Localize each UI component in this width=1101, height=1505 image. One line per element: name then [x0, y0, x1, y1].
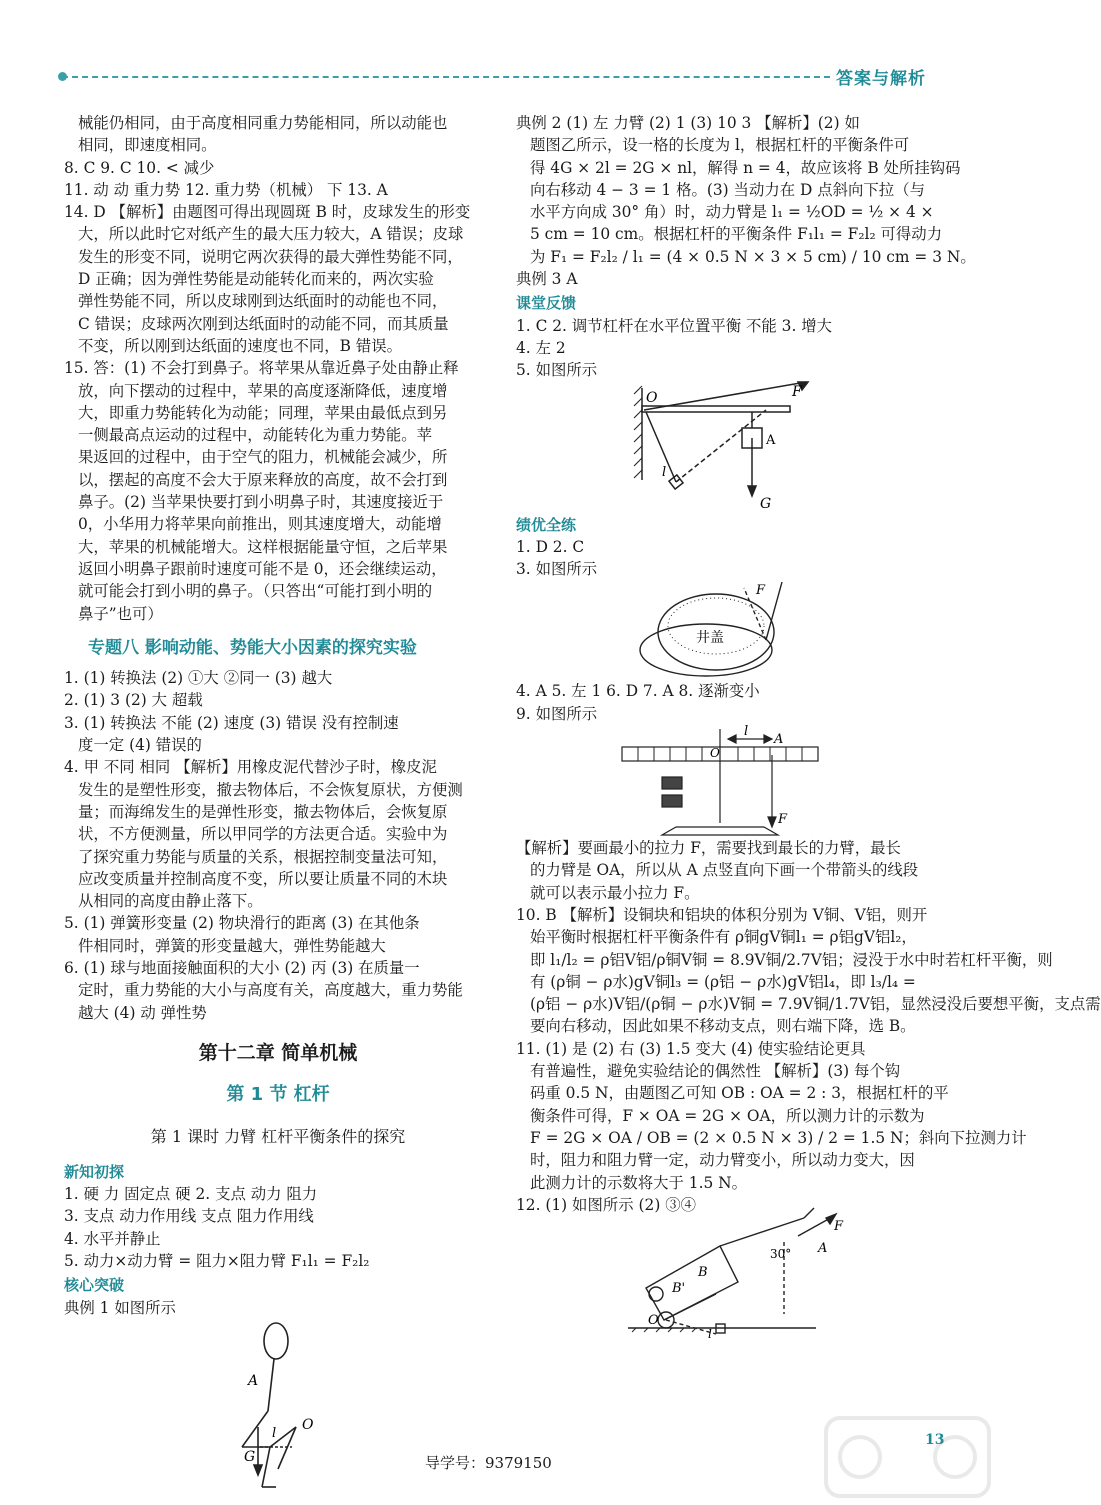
left-a-line: 不变，所以刚到达纸面的速度也不同，B 错误。	[78, 336, 403, 355]
right-block-a	[516, 112, 976, 290]
right-e-line: 始平衡时根据杠杆平衡条件有 ρ铜gV铜l₁ = ρ铝gV铝l₂，	[530, 928, 917, 947]
header-dashed-rule	[62, 76, 830, 78]
left-b-line: 定时，重力势能的大小与高度有关，高度越大，重力势能	[78, 981, 463, 1000]
right-a-line: 水平方向成 30° 角）时，动力臂是 l₁ = ½OD = ½ × 4 ×	[530, 203, 934, 222]
example-1: 典例 1 如图所示	[64, 1298, 176, 1317]
fig9-label-O: O	[710, 746, 720, 761]
left-block-c	[64, 1183, 492, 1272]
left-b-line: 4. 甲 不同 相同 【解析】用橡皮泥代替沙子时，橡皮泥	[64, 758, 437, 777]
left-b-line: 量；而海绵发生的是弹性形变，撤去物体后，会恢复原	[78, 802, 448, 821]
right-e-line: 有普遍性，避免实验结论的偶然性 【解析】(3) 每个钩	[530, 1062, 901, 1081]
right-e-line: 要向右移动，因此如果不移动支点，则右端下降，选 B。	[530, 1017, 916, 1036]
right-a-line: 5 cm = 10 cm。根据杠杆的平衡条件 F₁l₁ = F₂l₂ 可得动力	[530, 225, 943, 244]
right-c-line: 1. D 2. C	[516, 537, 585, 556]
left-a-line: C 错误；皮球两次刚到达纸面时的动能不同，而其质量	[78, 314, 449, 333]
fig9-label-F: F	[778, 812, 788, 828]
right-a-line: 向右移动 4 − 3 = 1 格。(3) 当动力在 D 点斜向下拉（与	[530, 180, 925, 199]
left-b-line: 3. (1) 转换法 不能 (2) 速度 (3) 错误 没有控制速	[64, 713, 399, 732]
figure-q9-lever-bar	[516, 725, 942, 837]
left-a-line: 械能仍相同，由于高度相同重力势能相同，所以动能也	[78, 114, 448, 132]
left-block-b	[64, 667, 492, 1024]
left-a-line: 15. 答：(1) 不会打到鼻子。将苹果从靠近鼻子处由静止释	[64, 359, 459, 378]
left-a-line: 发生的形变不同，说明它两次获得的最大弹性势能不同，	[78, 247, 463, 266]
heading-class-feedback: 课堂反馈	[516, 294, 577, 313]
heading-new-knowledge: 新知初探	[64, 1162, 125, 1181]
left-c-line: 4. 水平并静止	[64, 1229, 161, 1248]
left-c-line: 3. 支点 动力作用线 支点 阻力作用线	[64, 1207, 314, 1226]
left-a-line: 一侧最高点运动的过程中，动能转化为重力势能。苹	[78, 426, 432, 445]
right-e-line: 10. B 【解析】设铜块和铝块的体积分别为 V铜、V铝，则开	[516, 905, 928, 924]
fig3-label-cover: 井盖	[696, 630, 724, 647]
left-a-line: D 正确；因为弹性势能是动能转化而来的，两次实验	[78, 270, 434, 289]
right-e-line: F = 2G × OA / OB = (2 × 0.5 N × 3) / 2 = 1.5 N；斜向下拉测力计	[530, 1128, 1027, 1147]
right-e-line: 12. (1) 如图所示 (2) ③④	[516, 1195, 696, 1214]
left-b-line: 从相同的高度由静止落下。	[78, 892, 263, 911]
fig12-label-A: A	[818, 1241, 828, 1257]
right-block-e	[516, 837, 1101, 1216]
left-a-line: 就可能会打到小明的鼻子。（只答出“可能打到小明的	[78, 582, 433, 601]
fig9-label-A: A	[774, 732, 784, 748]
heading-excellence: 绩优全练	[516, 515, 577, 534]
watermark-logo	[820, 1412, 995, 1502]
left-b-line: 了探究重力势能与质量的关系，根据控制变量法可知，	[78, 847, 448, 866]
left-a-line: 11. 动 动 重力势 12. 重力势（机械） 下 13. A	[64, 180, 388, 199]
right-e-line: 11. (1) 是 (2) 右 (3) 1.5 变大 (4) 使实验结论更具	[516, 1039, 866, 1058]
left-a-line: 弹性势能不同，所以皮球刚到达纸面时的动能也不同，	[78, 292, 448, 311]
left-a-line: 鼻子。(2) 当苹果快要打到小明鼻子时，其速度接近于	[78, 493, 444, 512]
topic-title: 专题八 影响动能、势能大小因素的探究实验	[88, 637, 417, 658]
fig5-label-l: l	[662, 464, 667, 480]
left-a-line: 大，所以此时它对纸产生的最大压力较大，A 错误；皮球	[78, 225, 464, 244]
right-b-line: 5. 如图所示	[516, 361, 598, 380]
left-b-line: 应改变质量并控制高度不变，所以要让质量不同的木块	[78, 869, 448, 888]
fig12-label-F: F	[834, 1219, 844, 1235]
left-block-a	[64, 112, 492, 625]
right-a-line: 典例 2 (1) 左 力臂 (2) 1 (3) 10 3 【解析】(2) 如	[516, 114, 860, 132]
right-e-line: 此测力计的示数将大于 1.5 N。	[530, 1173, 748, 1192]
left-b-line: 状，不方便测量，所以甲同学的方法更合适。实验中为	[78, 825, 448, 844]
left-a-line: 大，即重力势能转化为动能；同理，苹果由最低点到另	[78, 403, 448, 422]
right-e-line: 码重 0.5 N，由题图乙可知 OB : OA = 2 : 3，根据杠杆的平	[530, 1084, 949, 1103]
lesson-title: 第 1 课时 力臂 杠杆平衡条件的探究	[150, 1127, 406, 1147]
left-a-line: 以，摆起的高度不会大于原来释放的高度，故不会打到	[78, 470, 448, 489]
right-e-line: 衡条件可得，F × OA = 2G × OA，所以测力计的示数为	[530, 1106, 925, 1125]
figure-q5-lever	[516, 382, 942, 512]
fig12-label-O: O	[648, 1313, 659, 1329]
left-a-line: 8. C 9. C 10. < 减少	[64, 158, 215, 177]
figure-q12-cart	[516, 1216, 942, 1340]
left-a-line: 果返回的过程中，由于空气的阻力，机械能会减少，所	[78, 448, 448, 467]
left-a-line: 返回小明鼻子跟前时速度可能不是 0，还会继续运动，	[78, 559, 447, 578]
fig9-label-l: l	[744, 724, 749, 740]
right-block-c	[516, 536, 942, 581]
right-e-line: (ρ铝 − ρ水)V铝/(ρ铜 − ρ水)V铜 = 7.9V铜/1.7V铝，显然浸没后要想平衡，支点需	[530, 995, 1101, 1014]
right-column	[516, 112, 1101, 1342]
fig1-label-G: G	[244, 1448, 256, 1465]
left-b-line: 2. (1) 3 (2) 大 超载	[64, 691, 203, 710]
left-a-line: 大，苹果的机械能增大。这样根据能量守恒，之后苹果	[78, 537, 448, 556]
right-a-line: 为 F₁ = F₂l₂ / l₁ = (4 × 0.5 N × 3 × 5 cm) / 10 cm = 3 N。	[530, 247, 976, 266]
right-c-line: 3. 如图所示	[516, 560, 598, 579]
right-e-line: 即 l₁/l₂ = ρ铝V铝/ρ铜V铜 = 8.9V铜/2.7V铝；浸没于水中时若杠杆平衡，则	[530, 950, 1053, 969]
fig5-label-F: F	[792, 383, 802, 400]
right-e-line: 的力臂是 OA，所以从 A 点竖直向下画一个带箭头的线段	[530, 861, 919, 880]
right-e-line: 有 (ρ铜 − ρ水)gV铜l₃ = (ρ铝 − ρ水)gV铝l₄，即 l₃/l₄ =	[530, 972, 916, 991]
fig12-label-l: l	[708, 1327, 712, 1342]
left-b-line: 度一定 (4) 错误的	[78, 736, 202, 755]
left-a-line: 0，小华用力将苹果向前推出，则其速度增大，动能增	[78, 515, 442, 534]
right-a-line: 典例 3 A	[516, 270, 578, 289]
fig5-label-G: G	[760, 495, 772, 512]
fig1-label-O: O	[302, 1416, 314, 1433]
right-d-line: 9. 如图所示	[516, 704, 598, 723]
right-e-line: 时，阻力和阻力臂一定，动力臂变小，所以动力变大，因	[530, 1151, 915, 1170]
fig12-label-Bprime: B'	[672, 1281, 686, 1297]
right-b-line: 1. C 2. 调节杠杆在水平位置平衡 不能 3. 增大	[516, 316, 833, 335]
figure-q3-manhole	[516, 580, 942, 680]
fig3-label-F: F	[756, 583, 766, 599]
left-c-line: 1. 硬 力 固定点 硬 2. 支点 动力 阻力	[64, 1185, 318, 1204]
right-b-line: 4. 左 2	[516, 338, 566, 357]
fig12-label-angle: 30°	[770, 1247, 792, 1262]
fig1-label-l: l	[272, 1425, 277, 1441]
right-d-line: 4. A 5. 左 1 6. D 7. A 8. 逐渐变小	[516, 682, 760, 701]
left-a-line: 放，向下摆动的过程中，苹果的高度逐渐降低，速度增	[78, 381, 448, 400]
page-number: 13	[925, 1432, 945, 1448]
left-a-line: 相同，即速度相同。	[78, 136, 217, 155]
left-a-line: 鼻子”也可）	[78, 604, 163, 623]
left-a-line: 14. D 【解析】由题图可得出现圆斑 B 时，皮球发生的形变	[64, 203, 471, 222]
fig5-label-O: O	[646, 389, 658, 406]
right-a-line: 题图乙所示，设一格的长度为 l，根据杠杆的平衡条件可	[530, 136, 910, 155]
left-b-line: 越大 (4) 动 弹性势	[78, 1003, 207, 1022]
right-e-line: 【解析】要画最小的拉力 F，需要找到最长的力臂，最长	[516, 839, 901, 858]
fig5-label-A: A	[766, 432, 776, 448]
left-b-line: 发生的是塑性形变，撤去物体后，不会恢复原状，方便测	[78, 780, 463, 799]
right-a-line: 得 4G × 2l = 2G × nl，解得 n = 4，故应该将 B 处所挂钩码	[530, 158, 961, 177]
footer-guide-code: 导学号：9379150	[425, 1454, 552, 1472]
fig1-label-A: A	[248, 1372, 259, 1389]
left-b-line: 6. (1) 球与地面接触面积的大小 (2) 丙 (3) 在质量一	[64, 958, 420, 977]
left-column	[64, 112, 492, 1494]
chapter-title: 第十二章 简单机械	[198, 1041, 358, 1064]
left-c-line: 5. 动力×动力臂 = 阻力×阻力臂 F₁l₁ = F₂l₂	[64, 1251, 370, 1270]
section-title: 第 1 节 杠杆	[226, 1084, 330, 1106]
left-b-line: 件相同时，弹簧的形变量越大，弹性势能越大	[78, 936, 386, 955]
fig12-label-B: B	[698, 1265, 708, 1281]
right-block-b	[516, 315, 942, 382]
header-tag: 答案与解析	[836, 69, 926, 89]
right-block-d	[516, 680, 942, 725]
heading-core: 核心突破	[64, 1276, 125, 1295]
left-b-line: 1. (1) 转换法 (2) ①大 ②同一 (3) 越大	[64, 669, 333, 688]
left-b-line: 5. (1) 弹簧形变量 (2) 物块滑行的距离 (3) 在其他条	[64, 914, 420, 933]
right-e-line: 就可以表示最小拉力 F。	[530, 883, 700, 902]
